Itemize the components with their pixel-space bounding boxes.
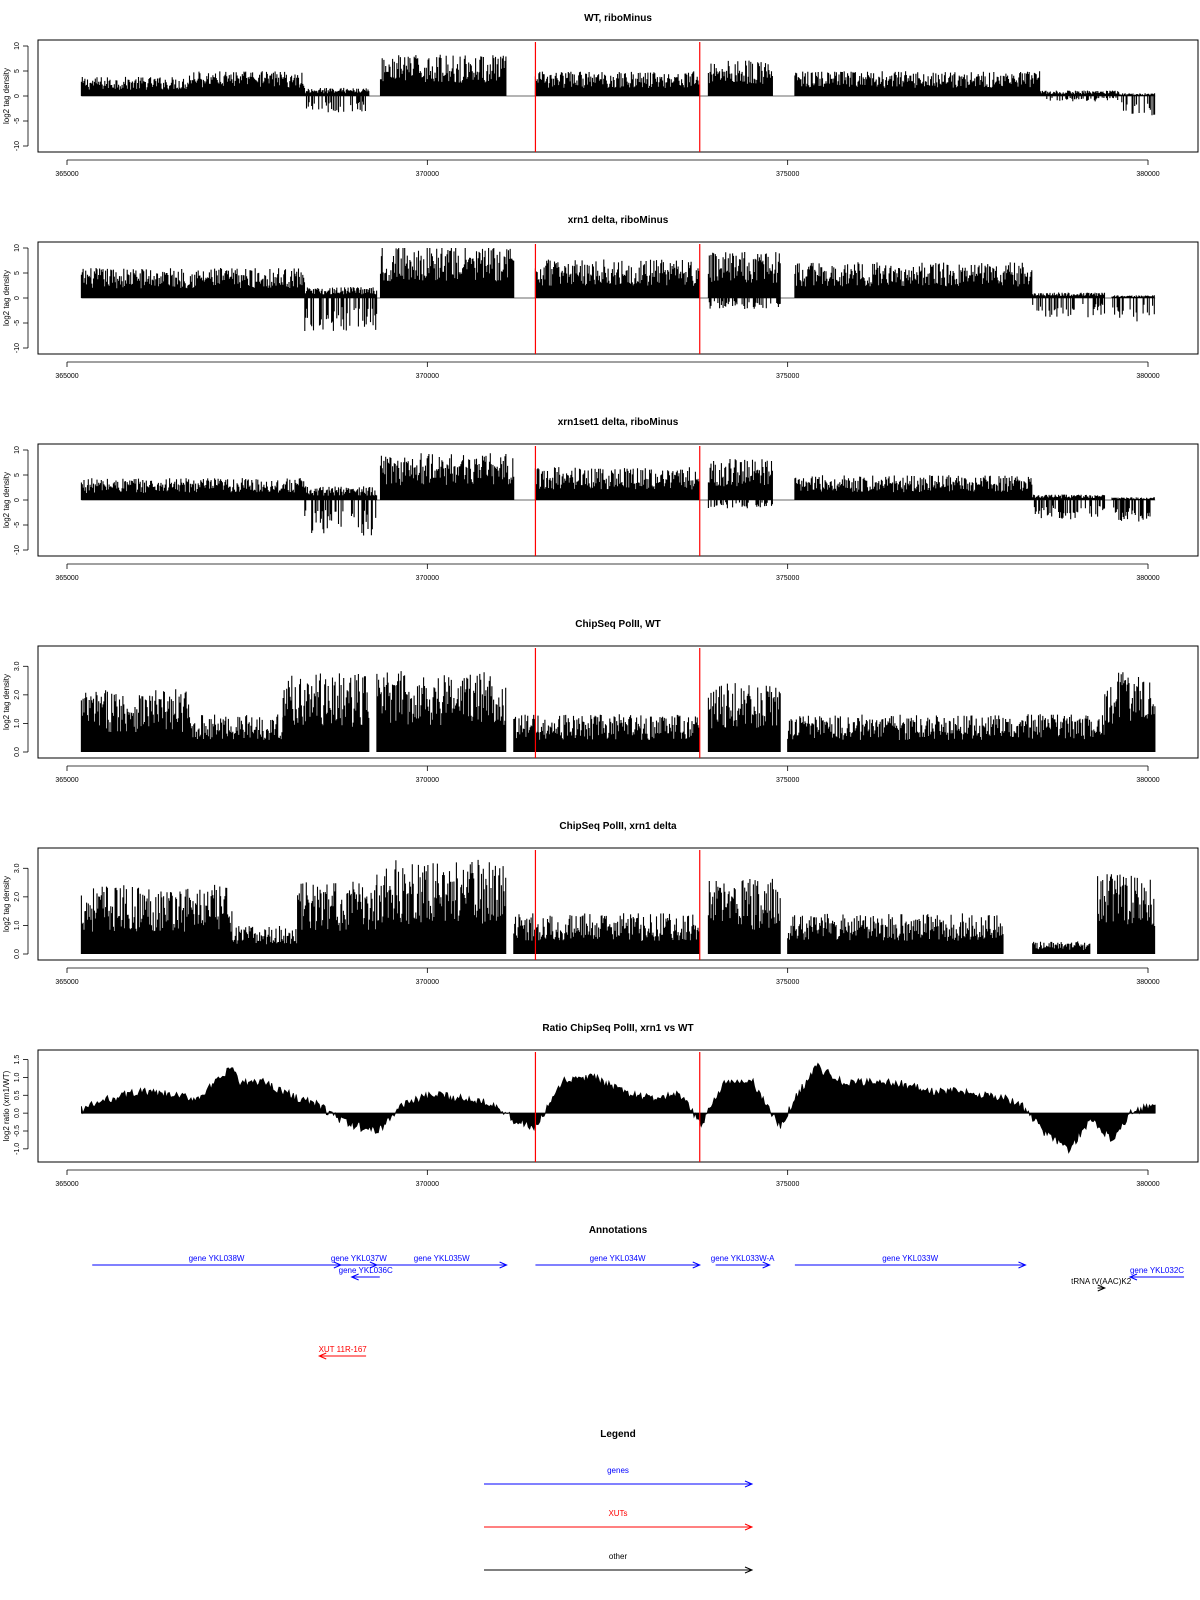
y-axis-label: log2 tag density	[2, 875, 11, 933]
y-tick-label: 10	[14, 42, 21, 50]
x-tick-label: 380000	[1136, 1181, 1160, 1188]
annotation-label: gene YKL035W	[413, 1254, 470, 1263]
annotation-label: gene YKL037W	[330, 1254, 387, 1263]
x-tick-label: 375000	[775, 1181, 800, 1188]
x-tick-label: 370000	[415, 1181, 440, 1188]
x-tick-label: 365000	[55, 777, 79, 784]
y-tick-label: 1.0	[14, 1072, 21, 1083]
legend-arrow	[484, 1567, 752, 1573]
legend-label: XUTs	[608, 1509, 628, 1518]
y-tick-label: 0.0	[14, 747, 21, 757]
y-tick-label: 1.5	[14, 1054, 21, 1065]
y-tick-label: 5	[14, 473, 21, 477]
annotation-label: gene YKL033W-A	[710, 1254, 775, 1263]
y-tick-label: 0	[14, 94, 21, 98]
annotation-label: XUT 11R-167	[318, 1345, 367, 1354]
chart-panel-2	[2, 215, 1198, 380]
chart-title: ChipSeq PolII, xrn1 delta	[559, 821, 677, 832]
density-bars	[81, 860, 1154, 954]
y-axis-label: log2 tag density	[2, 471, 11, 529]
x-tick-label: 375000	[775, 373, 800, 380]
legend-panel	[484, 1429, 752, 1573]
x-tick-label: 380000	[1136, 575, 1160, 582]
x-tick-label: 380000	[1136, 373, 1160, 380]
chart-title: xrn1set1 delta, riboMinus	[557, 417, 679, 428]
y-tick-label: 0	[14, 296, 21, 300]
y-axis-label: log2 tag density	[2, 269, 11, 327]
chart-panel-5	[2, 821, 1198, 986]
chart-panel-3	[2, 417, 1198, 582]
annotations-title: Annotations	[588, 1225, 648, 1236]
y-axis-label: log2 tag density	[2, 673, 11, 731]
y-tick-label: 0.5	[14, 1090, 21, 1101]
annotation-label: tRNA tV(AAC)K2	[1071, 1277, 1132, 1286]
x-tick-label: 370000	[415, 777, 440, 784]
y-tick-label: -0.5	[14, 1124, 21, 1138]
density-bars	[81, 453, 1154, 535]
y-tick-label: -1.0	[14, 1142, 21, 1155]
y-tick-label: 0.0	[14, 949, 21, 959]
y-tick-label: 2.0	[14, 689, 21, 700]
x-tick-label: 370000	[415, 575, 440, 582]
x-tick-label: 365000	[55, 1181, 79, 1188]
x-tick-label: 365000	[55, 575, 79, 582]
y-tick-label: 3.0	[14, 661, 21, 672]
legend-label: other	[608, 1552, 628, 1561]
chart-panel-4	[2, 619, 1198, 784]
chart-title: xrn1 delta, riboMinus	[567, 215, 669, 226]
x-tick-label: 375000	[775, 777, 800, 784]
legend-arrow	[484, 1481, 752, 1487]
y-tick-label: -10	[14, 140, 21, 152]
y-tick-label: 1.0	[14, 920, 21, 931]
x-tick-label: 375000	[775, 575, 800, 582]
track-panels	[2, 13, 1198, 1188]
chart-title: Ratio ChipSeq PolII, xrn1 vs WT	[542, 1023, 694, 1034]
x-tick-label: 370000	[415, 373, 440, 380]
y-tick-label: -5	[14, 117, 21, 125]
x-tick-label: 380000	[1136, 171, 1160, 178]
y-tick-label: -5	[14, 319, 21, 327]
chart-panel-1	[2, 13, 1198, 178]
density-bars	[81, 671, 1155, 752]
y-tick-label: 2.0	[14, 891, 21, 902]
y-tick-label: 5	[14, 271, 21, 275]
chart-title: ChipSeq PolII, WT	[575, 619, 661, 630]
chart-panel-6	[2, 1023, 1198, 1188]
ratio-area	[81, 1063, 1155, 1152]
annotation-label: gene YKL036C	[338, 1266, 393, 1275]
chart-title: WT, riboMinus	[584, 13, 652, 24]
x-tick-label: 365000	[55, 979, 79, 986]
x-tick-label: 380000	[1136, 979, 1160, 986]
annotations-panel	[92, 1225, 1184, 1359]
legend-label: genes	[607, 1466, 629, 1475]
annotation-label: gene YKL033W	[882, 1254, 939, 1263]
density-bars	[81, 55, 1154, 115]
annotation-label: gene YKL032C	[1129, 1266, 1185, 1275]
y-tick-label: 3.0	[14, 863, 21, 874]
x-tick-label: 375000	[775, 171, 800, 178]
y-tick-label: 5	[14, 69, 21, 73]
y-tick-label: -5	[14, 521, 21, 529]
density-bars	[81, 248, 1154, 331]
y-tick-label: -10	[14, 544, 21, 556]
legend-arrow	[484, 1524, 752, 1530]
x-tick-label: 365000	[55, 171, 79, 178]
y-tick-label: 0	[14, 498, 21, 502]
x-tick-label: 365000	[55, 373, 79, 380]
y-tick-label: 10	[14, 446, 21, 454]
y-tick-label: 1.0	[14, 718, 21, 729]
annotation-label: gene YKL034W	[589, 1254, 646, 1263]
x-tick-label: 370000	[415, 171, 440, 178]
y-tick-label: 0.0	[14, 1108, 21, 1119]
x-tick-label: 370000	[415, 979, 440, 986]
y-tick-label: -10	[14, 342, 21, 354]
y-axis-label: log2 ratio (xrn1/WT)	[2, 1070, 11, 1142]
annotation-label: gene YKL038W	[188, 1254, 245, 1263]
x-tick-label: 380000	[1136, 777, 1160, 784]
y-axis-label: log2 tag density	[2, 67, 11, 125]
legend-title: Legend	[600, 1429, 636, 1440]
y-tick-label: 10	[14, 244, 21, 252]
x-tick-label: 375000	[775, 979, 800, 986]
